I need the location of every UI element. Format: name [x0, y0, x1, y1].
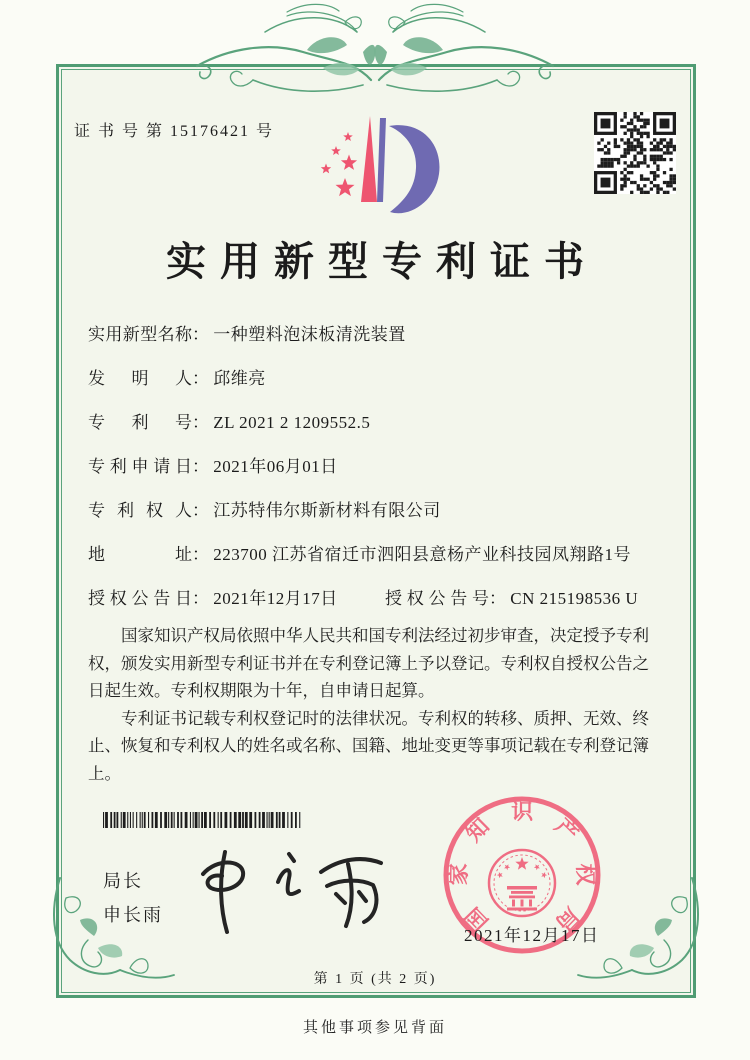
field-label: 实用新型名称 — [88, 325, 192, 344]
field-value: 江苏特伟尔斯新材料有限公司 — [213, 501, 441, 520]
label-colon: ： — [192, 545, 209, 564]
field-value: ZL 2021 2 1209552.5 — [213, 413, 371, 432]
cnipa-logo-icon — [293, 102, 463, 217]
field-row-address — [88, 542, 668, 567]
label-colon: ： — [192, 589, 209, 608]
label-colon: ： — [192, 325, 209, 344]
signature-icon — [183, 836, 393, 936]
grant-date: 2021年12月17日 — [213, 589, 338, 608]
grant-number-group — [385, 586, 638, 611]
field-value: 2021年06月01日 — [213, 457, 338, 476]
field-label: 地址 — [88, 545, 192, 564]
border-ornament-top-icon — [195, 0, 555, 104]
seal-date: 2021年12月17日 — [464, 926, 600, 945]
field-label: 授权公告日 — [88, 589, 192, 608]
signer-title: 局长 — [103, 871, 143, 891]
label-colon: ： — [192, 369, 209, 388]
svg-text:产: 产 — [550, 813, 584, 847]
field-value: 223700 江苏省宿迁市泗阳县意杨产业科技园凤翔路1号 — [213, 545, 631, 564]
field-label: 发明人 — [88, 369, 192, 388]
svg-text:知: 知 — [460, 813, 495, 847]
field-row-patent-number — [88, 410, 668, 435]
field-value: 邱维亮 — [213, 369, 266, 388]
back-note: 其他事项参见背面 — [302, 1020, 447, 1036]
field-list — [88, 322, 668, 630]
field-label: 专利号 — [88, 413, 192, 432]
field-row-name — [88, 322, 668, 347]
legal-paragraph-1: 国家知识产权局依照中华人民共和国专利法经过初步审查，决定授予专利权，颁发实用新型专利证书并在专利登记簿上予以登记。专利权自授权公告之日起生效。专利权期限为十年，自申请日起算。 — [88, 626, 649, 700]
page-number: 第 1 页 (共 2 页) — [313, 972, 437, 987]
certificate-title: 实用新型专利证书 — [166, 239, 598, 284]
signer-block — [103, 864, 163, 932]
svg-text:权: 权 — [572, 863, 599, 886]
field-label: 专利申请日 — [88, 457, 192, 476]
field-row-inventor — [88, 366, 668, 391]
field-value: 一种塑料泡沫板清洗装置 — [213, 325, 406, 344]
field-row-patentee — [88, 498, 668, 523]
field-row-grant — [88, 586, 668, 611]
field-label: 专利权人 — [88, 501, 192, 520]
field-row-filing-date — [88, 454, 668, 479]
legal-text — [88, 622, 662, 787]
signer-name: 申长雨 — [103, 905, 163, 925]
label-colon: ： — [192, 413, 209, 432]
legal-paragraph-2: 专利证书记载专利权登记时的法律状况。专利权的转移、质押、无效、终止、恢复和专利权人的姓名或名称、国籍、地址变更等事项记载在专利登记簿上。 — [88, 708, 649, 783]
svg-text:局: 局 — [550, 902, 585, 936]
svg-text:识: 识 — [511, 798, 534, 825]
certificate-number: 证 书 号 第 15176421 号 — [74, 123, 275, 140]
svg-text:家: 家 — [445, 863, 472, 886]
grant-number: CN 215198536 U — [510, 589, 639, 608]
label-colon: ： — [192, 457, 209, 476]
label-colon: ： — [489, 589, 506, 608]
label-colon: ： — [192, 501, 209, 520]
field-label: 授权公告号 — [385, 589, 489, 608]
qr-code-icon — [594, 112, 676, 194]
barcode-icon — [103, 812, 303, 828]
svg-text:国: 国 — [459, 902, 493, 936]
